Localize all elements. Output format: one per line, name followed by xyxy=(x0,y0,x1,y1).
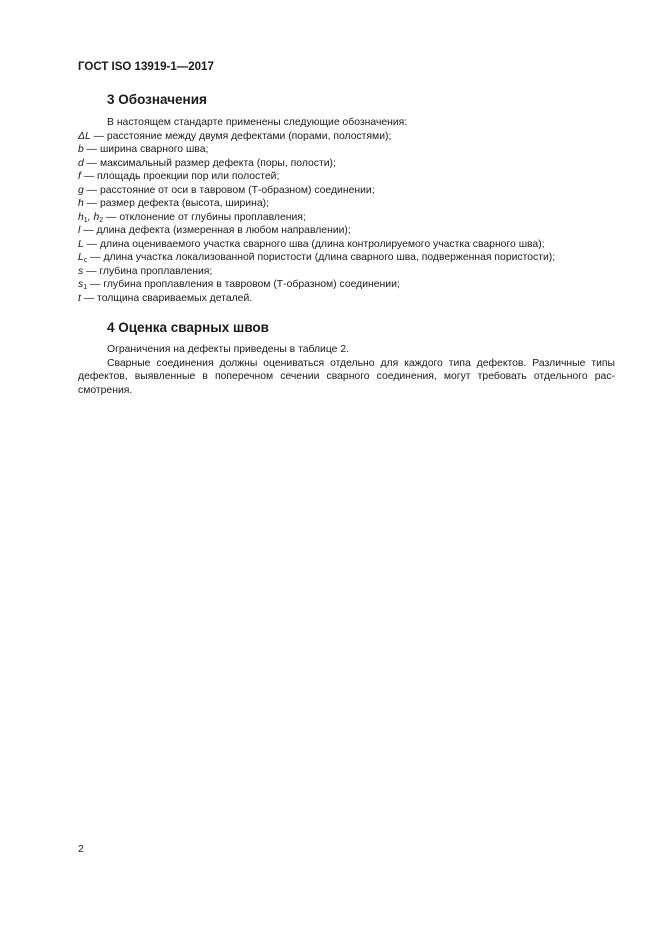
symbol-definition: — отклонение от глубины проплавления; xyxy=(103,211,306,223)
symbol: g xyxy=(78,184,84,196)
section-3-heading: 3 Обозначения xyxy=(107,92,207,107)
page-number: 2 xyxy=(78,843,84,855)
symbol: s xyxy=(78,265,84,277)
symbol-definition: — длина участка локализованной пористости (длина сварного шва, подверженная пористости); xyxy=(87,252,556,263)
symbol-item xyxy=(78,251,555,264)
paragraph-continuation: дефектов, выявленные в поперечном сечении сварного соединения, могут требовать отдельного рас- xyxy=(78,371,615,382)
symbol-item xyxy=(78,238,545,251)
symbol-item xyxy=(78,157,336,170)
symbol-definition: — максимальный размер дефекта (поры, полости); xyxy=(83,157,336,169)
symbol-definition: — размер дефекта (высота, ширина); xyxy=(83,198,269,209)
section-3-intro: В настоящем стандарте применены следующие обозначения: xyxy=(107,117,408,128)
symbol-definition: — глубина проплавления; xyxy=(83,265,213,277)
paragraph: Сварные соединения должны оцениваться отдельно для каждого типа дефектов. Различные типы xyxy=(107,357,615,369)
symbol-item xyxy=(78,143,208,156)
paragraph-continuation: смотрения. xyxy=(78,384,133,396)
symbol: h xyxy=(78,198,84,209)
symbol-definition: — расстояние от оси в тавровом (Т-образном) соединении; xyxy=(83,184,375,196)
subscript: 2 xyxy=(99,216,104,224)
symbol-item xyxy=(78,130,391,143)
symbol: ΔL xyxy=(78,130,91,142)
subscript: 1 xyxy=(83,216,88,224)
symbol: L xyxy=(78,238,84,250)
symbol: b xyxy=(78,144,84,155)
symbol: t xyxy=(78,292,81,304)
subscript: c xyxy=(83,257,88,264)
symbol: , h xyxy=(87,211,100,223)
symbol-item xyxy=(78,211,306,224)
symbol-definition: — длина дефекта (измеренная в любом направлении); xyxy=(80,225,351,236)
symbol: l xyxy=(78,225,81,236)
symbol-definition: — глубина проплавления в тавровом (Т-образном) соединении; xyxy=(87,279,400,290)
symbol-definition: — площадь проекции пор или полостей; xyxy=(80,171,280,182)
symbol-definition: — длина оцениваемого участка сварного шва (длина контролируемого участка сварного шва); xyxy=(83,238,545,250)
subscript: 1 xyxy=(83,284,88,291)
section-4-heading: 4 Оценка сварных швов xyxy=(107,320,269,335)
symbol: h xyxy=(78,211,84,223)
symbol: L xyxy=(78,252,84,263)
symbol-item xyxy=(78,224,351,237)
symbol-definition: — ширина сварного шва; xyxy=(83,144,209,155)
paragraph: Ограничения на дефекты приведены в таблице 2. xyxy=(107,344,350,355)
symbol-item xyxy=(78,170,279,183)
symbol-definition: — расстояние между двумя дефектами (порами, полостями); xyxy=(90,130,392,142)
symbol-item xyxy=(78,197,269,210)
symbol: s xyxy=(78,279,84,290)
symbol-item xyxy=(78,265,212,278)
symbol-item xyxy=(78,292,252,305)
symbol-item xyxy=(78,184,375,197)
symbol: f xyxy=(78,171,81,182)
symbol: d xyxy=(78,157,84,169)
symbol-item xyxy=(78,278,400,291)
symbol-definition: — толщина свариваемых деталей. xyxy=(80,292,253,304)
document-header: ГОСТ ISO 13919-1—2017 xyxy=(78,61,214,73)
